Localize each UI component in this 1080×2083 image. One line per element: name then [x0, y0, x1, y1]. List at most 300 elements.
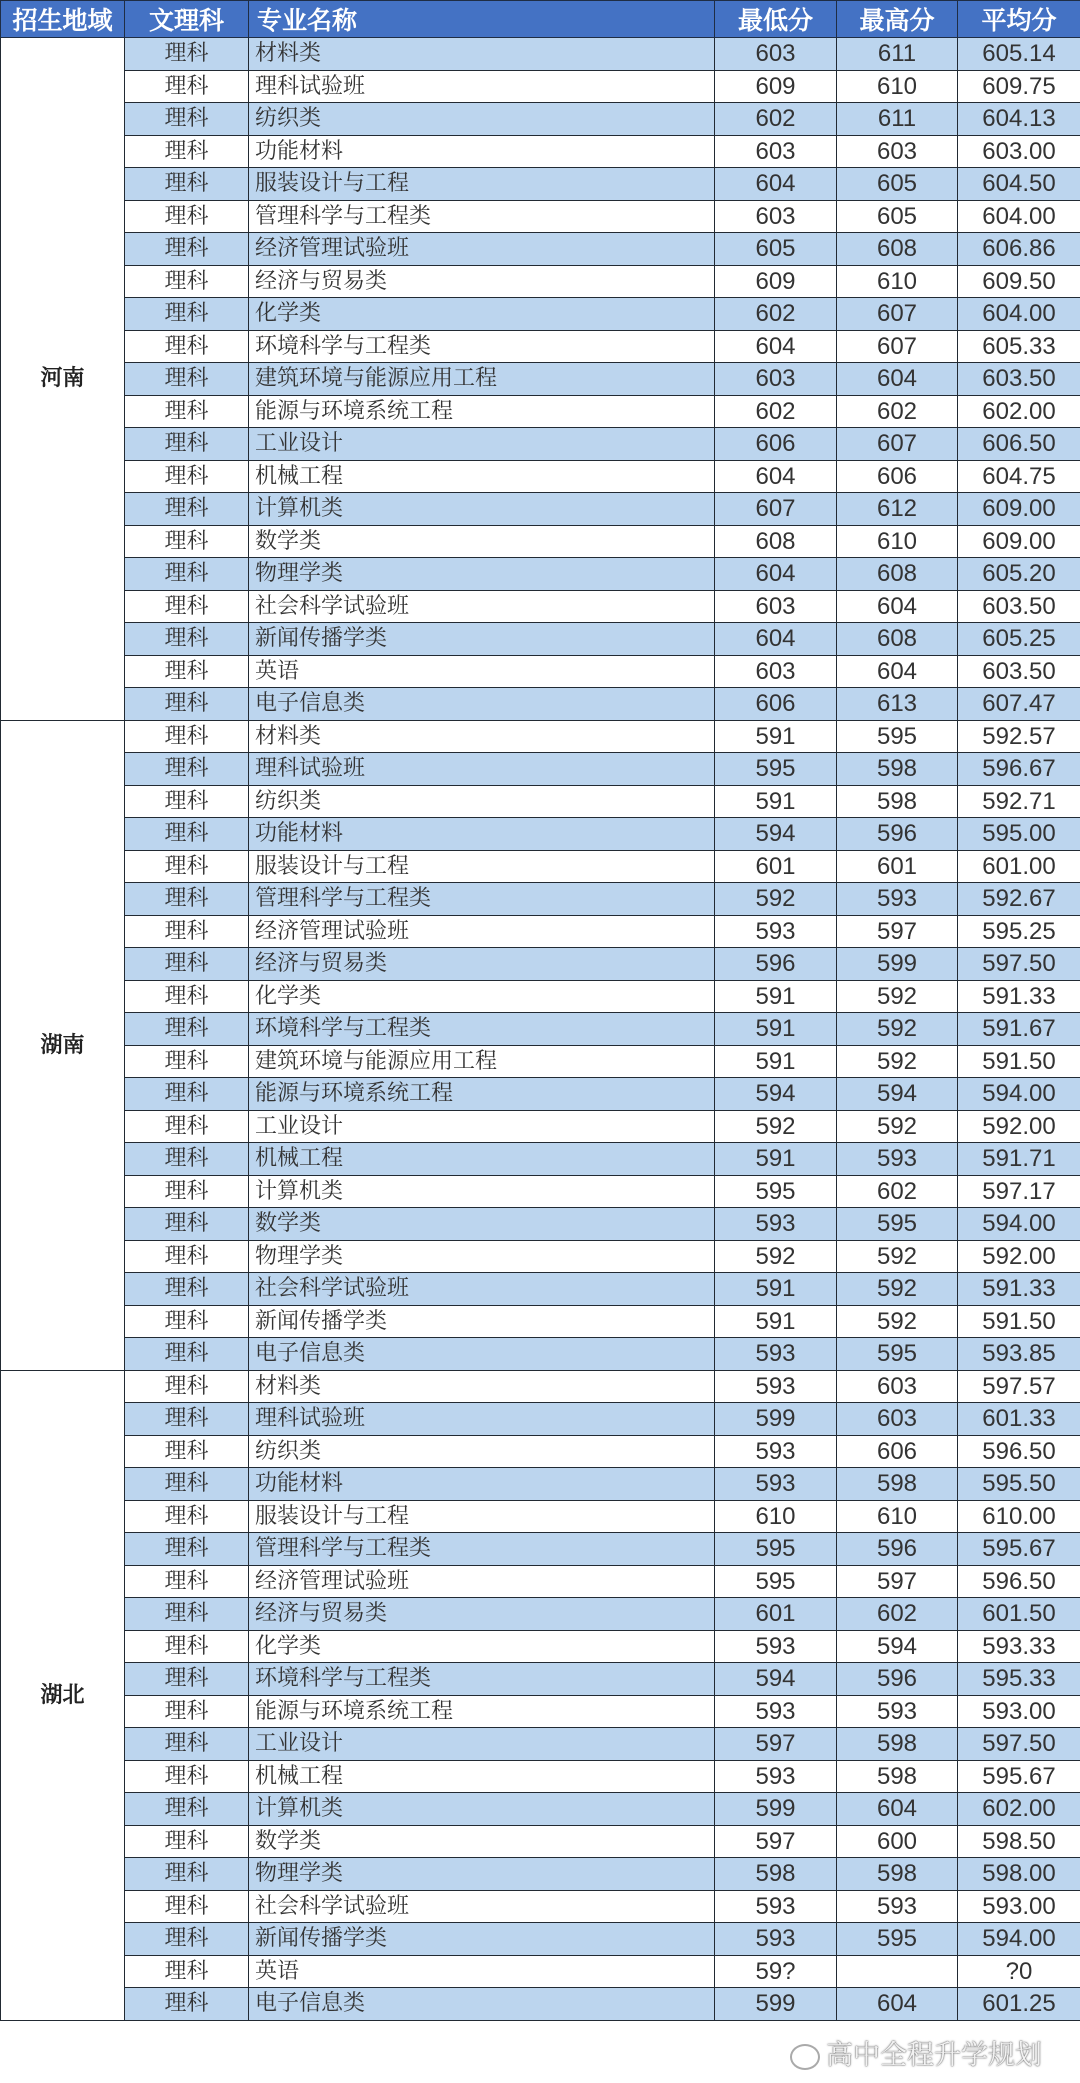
max-score-cell: 605	[837, 168, 958, 201]
max-score-cell: 604	[837, 590, 958, 623]
table-row	[1, 1143, 1080, 1176]
table-row	[1, 395, 1080, 428]
type-cell: 理科	[125, 883, 249, 916]
avg-score-cell: 594.00	[958, 1923, 1080, 1956]
min-score-cell: 591	[715, 1305, 837, 1338]
min-score-cell: 593	[715, 1370, 837, 1403]
avg-score-cell: 596.50	[958, 1565, 1080, 1598]
table-row	[1, 1598, 1080, 1631]
major-cell: 建筑环境与能源应用工程	[249, 363, 715, 396]
watermark-text: 高中全程升学规划	[826, 2040, 1042, 2071]
max-score-cell: 607	[837, 428, 958, 461]
type-cell: 理科	[125, 395, 249, 428]
major-cell: 化学类	[249, 298, 715, 331]
max-score-cell: 600	[837, 1825, 958, 1858]
max-score-cell: 604	[837, 1988, 958, 2021]
major-cell: 纺织类	[249, 1435, 715, 1468]
max-score-cell: 596	[837, 818, 958, 851]
type-cell: 理科	[125, 1923, 249, 1956]
max-score-cell: 598	[837, 1728, 958, 1761]
type-cell: 理科	[125, 103, 249, 136]
avg-score-cell: 595.33	[958, 1663, 1080, 1696]
max-score-cell: 603	[837, 1403, 958, 1436]
avg-score-cell: 604.50	[958, 168, 1080, 201]
table-row	[1, 1728, 1080, 1761]
major-cell: 功能材料	[249, 818, 715, 851]
type-cell: 理科	[125, 200, 249, 233]
type-cell: 理科	[125, 1468, 249, 1501]
table-row	[1, 1110, 1080, 1143]
avg-score-cell: ?0	[958, 1955, 1080, 1988]
table-row	[1, 1338, 1080, 1371]
table-row	[1, 915, 1080, 948]
min-score-cell: 591	[715, 1143, 837, 1176]
type-cell: 理科	[125, 1533, 249, 1566]
table-row	[1, 135, 1080, 168]
table-row	[1, 883, 1080, 916]
min-score-cell: 595	[715, 1533, 837, 1566]
max-score-cell: 592	[837, 980, 958, 1013]
type-cell: 理科	[125, 558, 249, 591]
max-score-cell: 593	[837, 1695, 958, 1728]
table-row	[1, 363, 1080, 396]
type-cell: 理科	[125, 785, 249, 818]
major-cell: 服装设计与工程	[249, 1500, 715, 1533]
min-score-cell: 604	[715, 623, 837, 656]
type-cell: 理科	[125, 688, 249, 721]
avg-score-cell: 607.47	[958, 688, 1080, 721]
header-max-score: 最高分	[837, 1, 958, 38]
region-cell: 湖南	[1, 720, 125, 1370]
max-score-cell: 592	[837, 1045, 958, 1078]
type-cell: 理科	[125, 493, 249, 526]
min-score-cell: 608	[715, 525, 837, 558]
min-score-cell: 593	[715, 1338, 837, 1371]
avg-score-cell: 601.33	[958, 1403, 1080, 1436]
max-score-cell: 595	[837, 1338, 958, 1371]
table-row	[1, 1565, 1080, 1598]
avg-score-cell: 603.50	[958, 655, 1080, 688]
min-score-cell: 604	[715, 330, 837, 363]
max-score-cell: 606	[837, 460, 958, 493]
avg-score-cell: 591.33	[958, 980, 1080, 1013]
table-row	[1, 38, 1080, 71]
max-score-cell: 613	[837, 688, 958, 721]
table-row	[1, 298, 1080, 331]
max-score-cell: 594	[837, 1630, 958, 1663]
type-cell: 理科	[125, 265, 249, 298]
table-row	[1, 1988, 1080, 2021]
avg-score-cell: 591.50	[958, 1045, 1080, 1078]
table-row	[1, 1890, 1080, 1923]
type-cell: 理科	[125, 363, 249, 396]
min-score-cell: 592	[715, 883, 837, 916]
avg-score-cell: 592.00	[958, 1240, 1080, 1273]
table-row	[1, 1240, 1080, 1273]
major-cell: 理科试验班	[249, 753, 715, 786]
min-score-cell: 603	[715, 135, 837, 168]
major-cell: 化学类	[249, 1630, 715, 1663]
major-cell: 英语	[249, 1955, 715, 1988]
max-score-cell: 595	[837, 1208, 958, 1241]
min-score-cell: 598	[715, 1858, 837, 1891]
max-score-cell: 595	[837, 1923, 958, 1956]
type-cell: 理科	[125, 168, 249, 201]
min-score-cell: 602	[715, 395, 837, 428]
type-cell: 理科	[125, 623, 249, 656]
type-cell: 理科	[125, 428, 249, 461]
min-score-cell: 597	[715, 1825, 837, 1858]
avg-score-cell: 601.25	[958, 1988, 1080, 2021]
avg-score-cell: 606.50	[958, 428, 1080, 461]
major-cell: 化学类	[249, 980, 715, 1013]
table-row	[1, 1468, 1080, 1501]
avg-score-cell: 601.50	[958, 1598, 1080, 1631]
max-score-cell: 596	[837, 1663, 958, 1696]
max-score-cell: 610	[837, 265, 958, 298]
min-score-cell: 594	[715, 1078, 837, 1111]
type-cell: 理科	[125, 818, 249, 851]
type-cell: 理科	[125, 980, 249, 1013]
type-cell: 理科	[125, 720, 249, 753]
min-score-cell: 603	[715, 655, 837, 688]
major-cell: 经济管理试验班	[249, 233, 715, 266]
type-cell: 理科	[125, 1955, 249, 1988]
min-score-cell: 593	[715, 1208, 837, 1241]
table-row	[1, 1208, 1080, 1241]
min-score-cell: 603	[715, 363, 837, 396]
max-score-cell: 599	[837, 948, 958, 981]
max-score-cell: 598	[837, 753, 958, 786]
min-score-cell: 602	[715, 298, 837, 331]
type-cell: 理科	[125, 1013, 249, 1046]
major-cell: 环境科学与工程类	[249, 330, 715, 363]
table-row	[1, 1695, 1080, 1728]
max-score-cell: 608	[837, 623, 958, 656]
min-score-cell: 603	[715, 200, 837, 233]
min-score-cell: 604	[715, 460, 837, 493]
min-score-cell: 609	[715, 70, 837, 103]
table-row	[1, 1078, 1080, 1111]
table-row	[1, 70, 1080, 103]
max-score-cell: 610	[837, 1500, 958, 1533]
avg-score-cell: 592.00	[958, 1110, 1080, 1143]
table-row	[1, 1793, 1080, 1826]
min-score-cell: 591	[715, 1045, 837, 1078]
avg-score-cell: 602.00	[958, 395, 1080, 428]
max-score-cell: 598	[837, 1760, 958, 1793]
min-score-cell: 601	[715, 1598, 837, 1631]
avg-score-cell: 594.00	[958, 1208, 1080, 1241]
major-cell: 物理学类	[249, 558, 715, 591]
table-row	[1, 1045, 1080, 1078]
min-score-cell: 59?	[715, 1955, 837, 1988]
min-score-cell: 606	[715, 688, 837, 721]
table-row	[1, 1955, 1080, 1988]
type-cell: 理科	[125, 948, 249, 981]
min-score-cell: 597	[715, 1728, 837, 1761]
major-cell: 数学类	[249, 1825, 715, 1858]
min-score-cell: 605	[715, 233, 837, 266]
type-cell: 理科	[125, 233, 249, 266]
table-row	[1, 233, 1080, 266]
major-cell: 工业设计	[249, 428, 715, 461]
table-row	[1, 1533, 1080, 1566]
avg-score-cell: 605.20	[958, 558, 1080, 591]
table-row	[1, 1403, 1080, 1436]
avg-score-cell: 593.00	[958, 1695, 1080, 1728]
avg-score-cell: 592.67	[958, 883, 1080, 916]
table-row	[1, 1013, 1080, 1046]
region-cell: 湖北	[1, 1370, 125, 2020]
max-score-cell: 593	[837, 1890, 958, 1923]
min-score-cell: 604	[715, 168, 837, 201]
major-cell: 环境科学与工程类	[249, 1013, 715, 1046]
type-cell: 理科	[125, 590, 249, 623]
avg-score-cell: 594.00	[958, 1078, 1080, 1111]
avg-score-cell: 609.75	[958, 70, 1080, 103]
major-cell: 理科试验班	[249, 70, 715, 103]
type-cell: 理科	[125, 1435, 249, 1468]
min-score-cell: 595	[715, 753, 837, 786]
max-score-cell: 597	[837, 915, 958, 948]
table-row	[1, 493, 1080, 526]
type-cell: 理科	[125, 525, 249, 558]
avg-score-cell: 609.00	[958, 525, 1080, 558]
header-min-score: 最低分	[715, 1, 837, 38]
min-score-cell: 593	[715, 1923, 837, 1956]
max-score-cell: 593	[837, 883, 958, 916]
major-cell: 经济管理试验班	[249, 1565, 715, 1598]
min-score-cell: 591	[715, 1273, 837, 1306]
table-row	[1, 460, 1080, 493]
major-cell: 建筑环境与能源应用工程	[249, 1045, 715, 1078]
major-cell: 纺织类	[249, 785, 715, 818]
avg-score-cell: 596.67	[958, 753, 1080, 786]
type-cell: 理科	[125, 70, 249, 103]
header-region: 招生地域	[1, 1, 125, 38]
major-cell: 新闻传播学类	[249, 1923, 715, 1956]
min-score-cell: 593	[715, 1435, 837, 1468]
min-score-cell: 595	[715, 1175, 837, 1208]
max-score-cell: 594	[837, 1078, 958, 1111]
min-score-cell: 601	[715, 850, 837, 883]
wechat-icon	[790, 2044, 820, 2070]
major-cell: 服装设计与工程	[249, 850, 715, 883]
avg-score-cell: 601.00	[958, 850, 1080, 883]
major-cell: 电子信息类	[249, 1988, 715, 2021]
min-score-cell: 593	[715, 1630, 837, 1663]
avg-score-cell: 609.00	[958, 493, 1080, 526]
max-score-cell: 602	[837, 1598, 958, 1631]
max-score-cell: 592	[837, 1240, 958, 1273]
table-row	[1, 753, 1080, 786]
max-score-cell: 607	[837, 298, 958, 331]
type-cell: 理科	[125, 1208, 249, 1241]
major-cell: 管理科学与工程类	[249, 1533, 715, 1566]
avg-score-cell: 593.00	[958, 1890, 1080, 1923]
max-score-cell: 592	[837, 1273, 958, 1306]
max-score-cell: 601	[837, 850, 958, 883]
max-score-cell: 604	[837, 655, 958, 688]
type-cell: 理科	[125, 1728, 249, 1761]
table-row	[1, 623, 1080, 656]
max-score-cell: 611	[837, 103, 958, 136]
max-score-cell: 606	[837, 1435, 958, 1468]
table-row	[1, 1858, 1080, 1891]
major-cell: 计算机类	[249, 493, 715, 526]
min-score-cell: 591	[715, 720, 837, 753]
type-cell: 理科	[125, 135, 249, 168]
major-cell: 材料类	[249, 720, 715, 753]
min-score-cell: 593	[715, 1468, 837, 1501]
major-cell: 电子信息类	[249, 1338, 715, 1371]
type-cell: 理科	[125, 1988, 249, 2021]
table-body	[1, 38, 1080, 2021]
major-cell: 经济管理试验班	[249, 915, 715, 948]
type-cell: 理科	[125, 1598, 249, 1631]
major-cell: 理科试验班	[249, 1403, 715, 1436]
min-score-cell: 603	[715, 38, 837, 71]
table-row	[1, 818, 1080, 851]
table-row	[1, 558, 1080, 591]
major-cell: 材料类	[249, 38, 715, 71]
type-cell: 理科	[125, 1078, 249, 1111]
table-row	[1, 1305, 1080, 1338]
major-cell: 管理科学与工程类	[249, 200, 715, 233]
avg-score-cell: 604.13	[958, 103, 1080, 136]
table-row	[1, 1923, 1080, 1956]
major-cell: 物理学类	[249, 1240, 715, 1273]
table-row	[1, 688, 1080, 721]
avg-score-cell: 610.00	[958, 1500, 1080, 1533]
table-row	[1, 1663, 1080, 1696]
major-cell: 管理科学与工程类	[249, 883, 715, 916]
type-cell: 理科	[125, 1890, 249, 1923]
region-cell: 河南	[1, 38, 125, 721]
type-cell: 理科	[125, 915, 249, 948]
table-row	[1, 1435, 1080, 1468]
header-row	[1, 1, 1080, 38]
type-cell: 理科	[125, 1500, 249, 1533]
max-score-cell: 595	[837, 720, 958, 753]
type-cell: 理科	[125, 655, 249, 688]
major-cell: 机械工程	[249, 1143, 715, 1176]
table-row	[1, 1760, 1080, 1793]
max-score-cell: 605	[837, 200, 958, 233]
major-cell: 能源与环境系统工程	[249, 1695, 715, 1728]
table-row	[1, 720, 1080, 753]
major-cell: 物理学类	[249, 1858, 715, 1891]
major-cell: 数学类	[249, 1208, 715, 1241]
table-row	[1, 265, 1080, 298]
table-row	[1, 655, 1080, 688]
major-cell: 社会科学试验班	[249, 1273, 715, 1306]
type-cell: 理科	[125, 1045, 249, 1078]
max-score-cell: 604	[837, 363, 958, 396]
header-major: 专业名称	[249, 1, 715, 38]
major-cell: 机械工程	[249, 1760, 715, 1793]
max-score-cell: 611	[837, 38, 958, 71]
type-cell: 理科	[125, 1825, 249, 1858]
min-score-cell: 592	[715, 1110, 837, 1143]
max-score-cell	[837, 1955, 958, 1988]
max-score-cell: 608	[837, 233, 958, 266]
table-row	[1, 103, 1080, 136]
min-score-cell: 596	[715, 948, 837, 981]
major-cell: 经济与贸易类	[249, 265, 715, 298]
min-score-cell: 599	[715, 1403, 837, 1436]
major-cell: 材料类	[249, 1370, 715, 1403]
max-score-cell: 602	[837, 1175, 958, 1208]
type-cell: 理科	[125, 1565, 249, 1598]
min-score-cell: 610	[715, 1500, 837, 1533]
avg-score-cell: 598.00	[958, 1858, 1080, 1891]
type-cell: 理科	[125, 1760, 249, 1793]
max-score-cell: 603	[837, 135, 958, 168]
avg-score-cell: 593.85	[958, 1338, 1080, 1371]
avg-score-cell: 597.57	[958, 1370, 1080, 1403]
table-row	[1, 1273, 1080, 1306]
avg-score-cell: 595.67	[958, 1760, 1080, 1793]
table-row	[1, 850, 1080, 883]
avg-score-cell: 596.50	[958, 1435, 1080, 1468]
table-row	[1, 980, 1080, 1013]
table-row	[1, 590, 1080, 623]
major-cell: 电子信息类	[249, 688, 715, 721]
type-cell: 理科	[125, 1403, 249, 1436]
type-cell: 理科	[125, 1273, 249, 1306]
avg-score-cell: 603.50	[958, 363, 1080, 396]
avg-score-cell: 597.50	[958, 948, 1080, 981]
max-score-cell: 592	[837, 1110, 958, 1143]
type-cell: 理科	[125, 298, 249, 331]
max-score-cell: 598	[837, 1858, 958, 1891]
max-score-cell: 598	[837, 785, 958, 818]
avg-score-cell: 595.00	[958, 818, 1080, 851]
header-type: 文理科	[125, 1, 249, 38]
max-score-cell: 602	[837, 395, 958, 428]
avg-score-cell: 595.50	[958, 1468, 1080, 1501]
watermark	[790, 2033, 1042, 2072]
avg-score-cell: 597.17	[958, 1175, 1080, 1208]
min-score-cell: 591	[715, 785, 837, 818]
max-score-cell: 597	[837, 1565, 958, 1598]
max-score-cell: 612	[837, 493, 958, 526]
min-score-cell: 599	[715, 1988, 837, 2021]
max-score-cell: 607	[837, 330, 958, 363]
min-score-cell: 593	[715, 1695, 837, 1728]
type-cell: 理科	[125, 1663, 249, 1696]
min-score-cell: 593	[715, 1890, 837, 1923]
table-row	[1, 525, 1080, 558]
avg-score-cell: 591.50	[958, 1305, 1080, 1338]
max-score-cell: 592	[837, 1013, 958, 1046]
table-row	[1, 1500, 1080, 1533]
major-cell: 英语	[249, 655, 715, 688]
avg-score-cell: 597.50	[958, 1728, 1080, 1761]
table-row	[1, 1175, 1080, 1208]
min-score-cell: 604	[715, 558, 837, 591]
major-cell: 社会科学试验班	[249, 590, 715, 623]
type-cell: 理科	[125, 1695, 249, 1728]
avg-score-cell: 602.00	[958, 1793, 1080, 1826]
table-row	[1, 428, 1080, 461]
major-cell: 能源与环境系统工程	[249, 1078, 715, 1111]
type-cell: 理科	[125, 460, 249, 493]
table-row	[1, 1630, 1080, 1663]
type-cell: 理科	[125, 1630, 249, 1663]
